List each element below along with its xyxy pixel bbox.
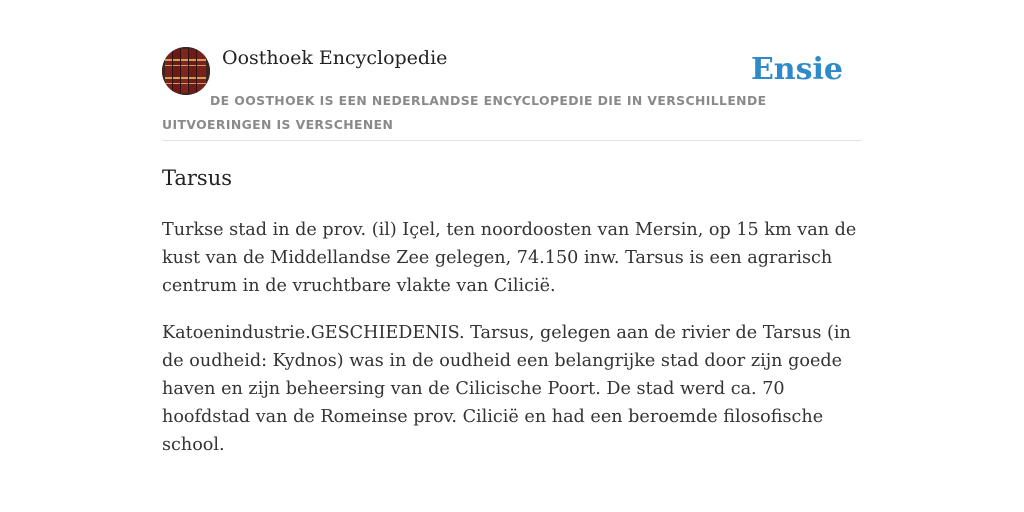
site-header bbox=[162, 46, 862, 141]
encyclopedia-books-icon[interactable] bbox=[162, 47, 210, 95]
site-name[interactable]: Oosthoek Encyclopedie bbox=[222, 47, 448, 69]
page-container bbox=[162, 46, 862, 455]
brand-logo-link[interactable]: Ensie bbox=[750, 52, 843, 87]
article-title: Tarsus bbox=[162, 166, 233, 190]
site-tagline: DE OOSTHOEK IS EEN NEDERLANDSE ENCYCLOPEDIE DIE IN VERSCHILLENDE UITVOERINGEN IS VERSCHENEN bbox=[162, 93, 767, 132]
article-paragraph: Katoenindustrie.GESCHIEDENIS. Tarsus, gelegen aan de rivier de Tarsus (in de oudheid: Kydnos) was in de oudheid een belangrijke stad door zijn goede haven en zijn beheersing van de Cilicische Poort. De stad werd ca. 70 hoofdstad van de Romeinse prov. Cilicië en had een beroemde filosofische school. bbox=[162, 323, 851, 455]
article-paragraph: Turkse stad in de prov. (il) Içel, ten noordoosten van Mersin, op 15 km van de kust van de Middellandse Zee gelegen, 74.150 inw. Tarsus is een agrarisch centrum in de vruchtbare vlakte van Cilicië. bbox=[162, 220, 857, 296]
